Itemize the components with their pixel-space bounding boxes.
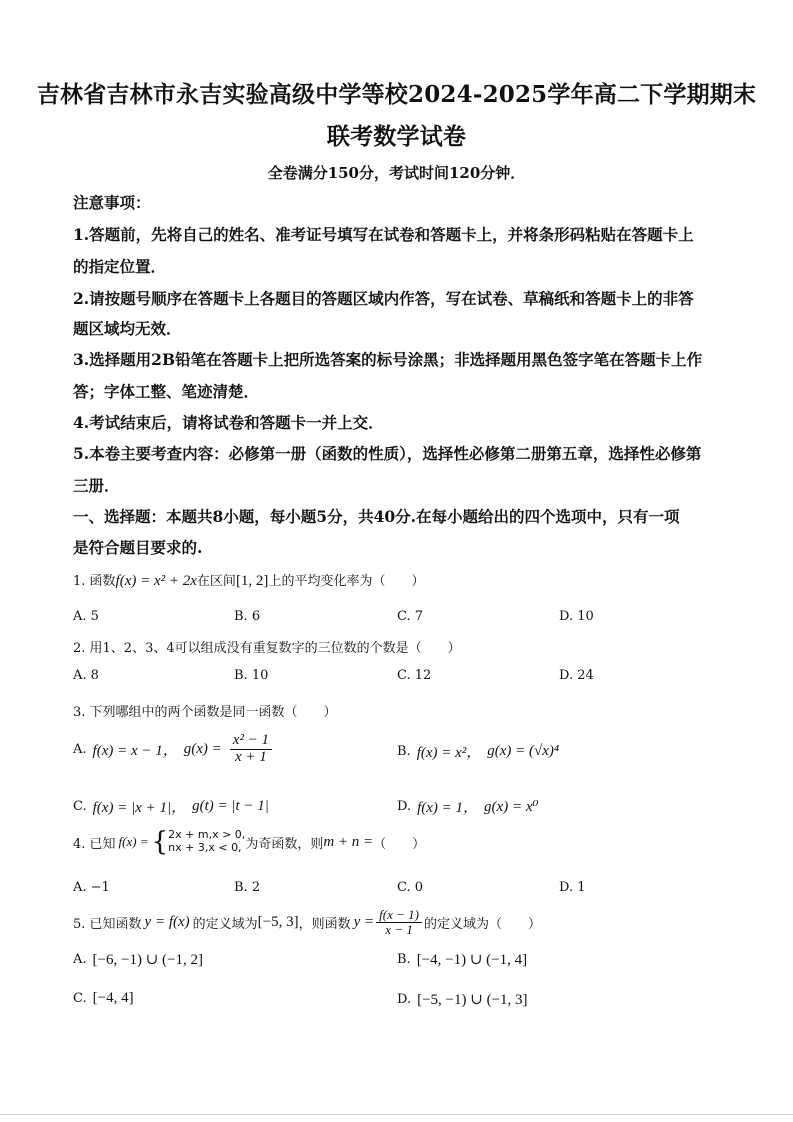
notes-heading: 注意事项： [73, 193, 151, 212]
question-1-stem [73, 570, 424, 590]
note-2b: 题区域均无效． [73, 319, 182, 338]
q3-option-b [397, 741, 559, 762]
q5-b-value: [−4, −1) ∪ (−1, 4] [416, 952, 528, 968]
page-bottom-divider [0, 1114, 793, 1115]
q5-option-c [73, 990, 134, 1007]
q1-suffix: 上的平均变化率为（ ） [268, 574, 425, 589]
q5-fraction [376, 908, 422, 936]
q3-d-f: f(x) = 1， [417, 800, 479, 816]
q1-option-d: D. 10 [559, 609, 594, 624]
q3-d-label: D. [397, 799, 412, 814]
q3-a-fraction [230, 733, 272, 766]
q5-a-value: [−6, −1) ∪ (−1, 2] [92, 952, 203, 968]
q4-paren: （ ） [373, 836, 426, 852]
q5-domain: [−5, 3] [257, 913, 299, 930]
q3-a-label: A. [73, 741, 87, 757]
note-2a: 2.请按题号顺序在答题卡上各题目的答题区域内作答，写在试卷、草稿纸和答题卡上的非答 [73, 289, 694, 308]
q3-a-numerator: x² − 1 [230, 733, 272, 750]
q5-d-value: [−5, −1) ∪ (−1, 3] [417, 992, 528, 1008]
q5-prefix: 5. 已知函数 [73, 916, 142, 932]
exam-subtitle: 全卷满分150分，考试时间120分钟． [267, 164, 526, 182]
q5-func: y = f(x) [144, 913, 190, 930]
note-5b: 三册． [73, 476, 120, 495]
q4-fx: f(x) = [118, 834, 149, 849]
question-3-stem: 3. 下列哪组中的两个函数是同一函数（ ） [73, 705, 337, 720]
q5-b-label: B. [397, 952, 411, 967]
q1-mid: 在区间 [196, 574, 236, 589]
q4-option-b: B. 2 [234, 880, 261, 895]
q3-option-a [73, 733, 274, 766]
exam-title-line2: 联考数学试卷 [326, 123, 467, 150]
q3-a-denominator: x + 1 [235, 748, 267, 765]
note-1a: 1.答题前，先将自己的姓名、准考证号填写在试卷和答题卡上，并将条形码粘贴在答题卡上 [73, 225, 694, 244]
q5-suffix: 的定义域为（ ） [423, 916, 541, 932]
q5-a-label: A. [73, 952, 87, 967]
q3-option-d [397, 796, 539, 817]
q3-option-c [73, 796, 269, 817]
q3-b-g: g(x) = (√x)⁴ [487, 743, 560, 759]
q4-middle: 为奇函数，则 [245, 836, 324, 852]
q3-a-f: f(x) = x − 1， [92, 742, 178, 759]
note-5a: 5.本卷主要考查内容：必修第一册（函数的性质），选择性必修第二册第五章，选择性必修第 [73, 444, 702, 463]
q3-c-label: C. [73, 799, 87, 814]
q4-case-1: 2x + m,x > 0, [168, 828, 246, 842]
q3-d-g: g(x) = x⁰ [484, 799, 539, 815]
q5-option-a [73, 950, 203, 969]
q4-option-c: C. 0 [397, 880, 424, 895]
question-5-stem [73, 908, 541, 936]
q3-c-g: g(t) = |t − 1| [192, 798, 269, 814]
note-4: 4.考试结束后，请将试卷和答题卡一并上交． [73, 413, 384, 432]
q5-c-label: C. [73, 991, 87, 1006]
question-2-stem: 2. 用1、2、3、4可以组成没有重复数字的三位数的个数是（ ） [73, 641, 461, 656]
q5-option-d [397, 990, 528, 1009]
q5-option-b [397, 950, 527, 969]
q1-option-b: B. 6 [234, 609, 261, 624]
q4-left-brace: { [151, 827, 169, 857]
q4-case-2: nx + 3,x < 0, [168, 841, 242, 854]
q3-c-f: f(x) = |x + 1|， [92, 800, 187, 816]
q4-option-d: D. 1 [559, 880, 586, 895]
q4-option-a: A. −1 [73, 880, 110, 895]
q5-c-value: [−4, 4] [92, 990, 134, 1006]
q1-option-c: C. 7 [397, 609, 424, 624]
q1-prefix: 1. 函数 [73, 574, 116, 589]
q5-denominator: x − 1 [385, 921, 413, 937]
q5-numerator: f(x − 1) [376, 908, 422, 923]
q1-interval: [1, 2] [235, 573, 269, 589]
q3-b-label: B. [397, 744, 411, 759]
q2-option-c: C. 12 [397, 668, 432, 683]
q5-mid: 的定义域为 [192, 916, 258, 932]
question-4-stem [73, 829, 425, 855]
q4-prefix: 4. 已知 [73, 836, 116, 852]
section1-line1: 一、选择题：本题共8小题，每小题5分，共40分.在每小题给出的四个选项中，只有一项 [73, 507, 680, 526]
q1-option-a: A. 5 [73, 609, 99, 624]
q5-y: y = [353, 913, 375, 930]
q1-function: f(x) = x² + 2x [115, 573, 197, 589]
note-3a: 3.选择题用2B铅笔在答题卡上把所选答案的标号涂黑；非选择题用黑色签字笔在答题卡上作 [73, 350, 703, 369]
q5-mid2: ，则函数 [298, 916, 351, 932]
q5-d-label: D. [397, 992, 412, 1007]
q2-option-a: A. 8 [73, 668, 99, 683]
q4-cases [168, 829, 245, 854]
q2-option-d: D. 24 [559, 668, 594, 683]
exam-title-line1: 吉林省吉林市永吉实验高级中学等校2024-2025学年高二下学期期末 [36, 81, 757, 108]
note-1b: 的指定位置． [73, 257, 167, 276]
q3-a-g: g(x) = [183, 740, 222, 757]
note-3b: 答；字体工整、笔迹清楚． [73, 382, 260, 401]
q3-b-f: f(x) = x²， [416, 745, 482, 761]
q2-option-b: B. 10 [234, 668, 269, 683]
q4-expr: m + n = [323, 833, 374, 850]
section1-line2: 是符合题目要求的. [73, 538, 203, 557]
